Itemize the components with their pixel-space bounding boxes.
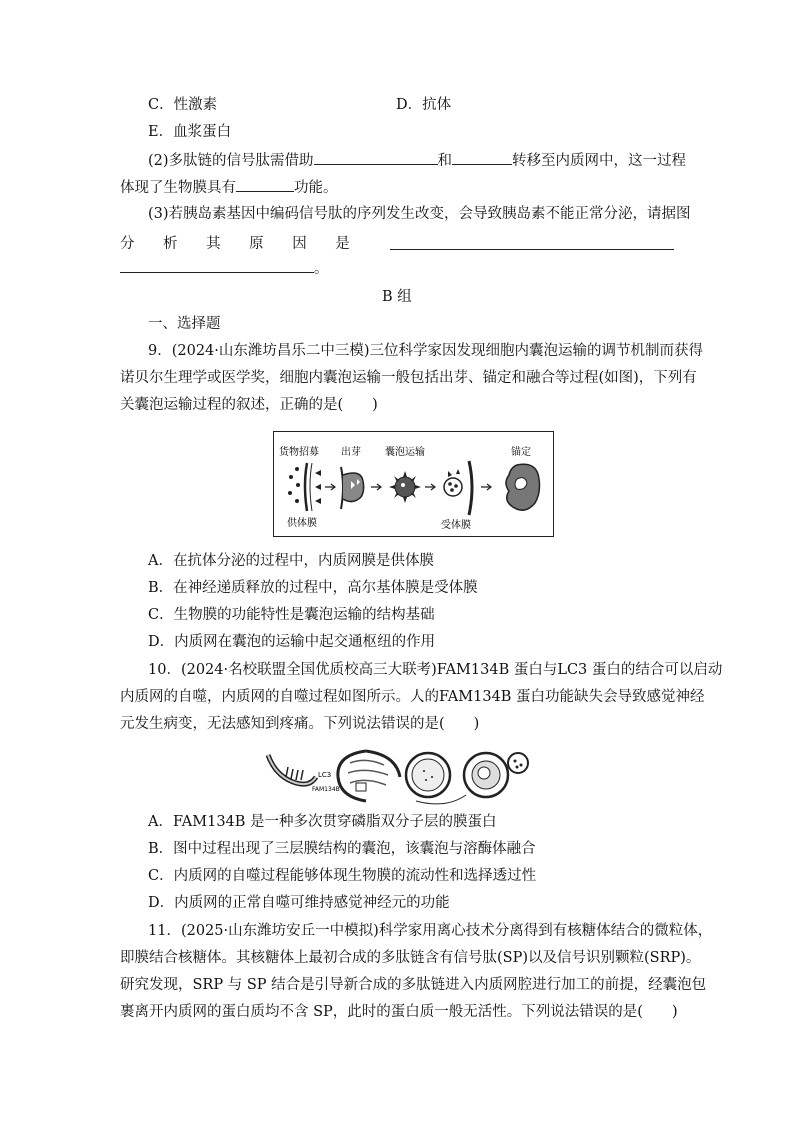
subq2-text-b: 转移至内质网中，这一过程 (512, 153, 687, 169)
option-d-prev: D．抗体 (396, 97, 452, 113)
label-anchor: 锚定 (511, 447, 531, 458)
answer-blank-1[interactable] (314, 150, 438, 165)
subq3-word: 原 (249, 235, 264, 252)
q11-line1: 11．(2025·山东潍坊安丘一中模拟)科学家用离心技术分离得到有核糖体结合的微粒体， (148, 923, 713, 939)
subq2-and: 和 (437, 153, 453, 169)
subq3-word: 分 (120, 235, 135, 252)
subq3-word: 因 (292, 235, 307, 252)
q10-option-c: C．内质网的自噬过程能够体现生物膜的流动性和选择透过性 (148, 868, 537, 884)
section-type: 一、选择题 (148, 316, 221, 332)
subq2-line2 (120, 177, 338, 198)
label-recruit: 货物招募 (279, 447, 319, 458)
q9-option-a: A．在抗体分泌的过程中，内质网膜是供体膜 (148, 553, 434, 569)
q10-line3: 元发生病变，无法感知到疼痛。下列说法错误的是( ) (120, 716, 480, 732)
autophagosome-icon (406, 753, 450, 797)
answer-blank-2[interactable] (452, 150, 512, 165)
option-c-prev: C．性激素 (148, 97, 218, 113)
subq2-text-a: (2)多肽链的信号肽需借助 (148, 153, 314, 169)
answer-blank-5[interactable] (120, 258, 314, 273)
option-e-prev: E．血浆蛋白 (148, 124, 232, 140)
q9-option-b: B．在神经递质释放的过程中，高尔基体膜是受体膜 (148, 580, 478, 596)
er-autophagy-figure (266, 747, 530, 805)
q11-line2: 即膜结合核糖体。其核糖体上最初合成的多肽链含有信号肽(SP)以及信号识别颗粒(SRP)。 (120, 950, 701, 966)
subq3-word: 其 (206, 235, 221, 252)
label-donor: 供体膜 (287, 518, 317, 529)
anchoring-icon (506, 464, 540, 510)
q11-line3: 研究发现，SRP 与 SP 结合是引导新合成的多肽链进入内质网腔进行加工的前提，经囊泡包 (120, 977, 707, 993)
subq3-word: 是 (335, 235, 350, 252)
label-fam134b: FAM134B (312, 786, 340, 793)
subq3-end: 。 (314, 261, 329, 277)
q9-line3: 关囊泡运输过程的叙述，正确的是( ) (120, 397, 378, 413)
vesicle-transport-figure (273, 431, 554, 537)
subq2-line2-b: 功能。 (294, 180, 338, 196)
label-transport: 囊泡运输 (385, 447, 425, 458)
q11-line4: 裹离开内质网的蛋白质均不含 SP，此时的蛋白质一般无活性。下列说法错误的是( ) (120, 1004, 678, 1020)
answer-blank-4[interactable] (390, 235, 674, 250)
q10-line1: 10．(2024·名校联盟全国优质校高三大联考)FAM134B 蛋白与LC3 蛋白的结合可以启动 (148, 662, 723, 678)
answer-blank-3[interactable] (236, 177, 294, 192)
q9-option-c: C．生物膜的功能特性是囊泡运输的结构基础 (148, 607, 435, 623)
q9-line2: 诺贝尔生理学或医学奖，细胞内囊泡运输一般包括出芽、锚定和融合等过程(如图)，下列有 (120, 370, 697, 386)
label-lc3: LC3 (318, 771, 332, 779)
q10-line2: 内质网的自噬，内质网的自噬过程如图所示。人的FAM134B 蛋白功能缺失会导致感觉神经 (120, 689, 705, 705)
subq3-line2 (120, 231, 674, 253)
q9-line1: 9．(2024·山东潍坊昌乐二中三模)三位科学家因发现细胞内囊泡运输的调节机制而获得 (148, 343, 704, 359)
q10-option-a: A．FAM134B 是一种多次贯穿磷脂双分子层的膜蛋白 (148, 814, 497, 830)
group-heading: B 组 (382, 289, 412, 305)
q9-option-d: D．内质网在囊泡的运输中起交通枢纽的作用 (148, 634, 436, 650)
subq2-line1 (148, 150, 686, 171)
subq3-line3 (120, 258, 329, 279)
q10-option-d: D．内质网的正常自噬可维持感觉神经元的功能 (148, 895, 450, 911)
phagophore-icon (338, 751, 400, 801)
subq3-line1: (3)若胰岛素基因中编码信号肽的序列发生改变，会导致胰岛素不能正常分泌，请据图 (148, 206, 691, 222)
label-bud: 出芽 (341, 447, 361, 458)
autolysosome-icon (464, 753, 528, 797)
er-membrane-icon (268, 755, 316, 784)
label-acceptor: 受体膜 (441, 520, 471, 531)
subq2-line2-a: 体现了生物膜具有 (120, 180, 236, 196)
subq3-word: 析 (163, 235, 178, 252)
q10-option-b: B．图中过程出现了三层膜结构的囊泡，该囊泡与溶酶体融合 (148, 841, 536, 857)
